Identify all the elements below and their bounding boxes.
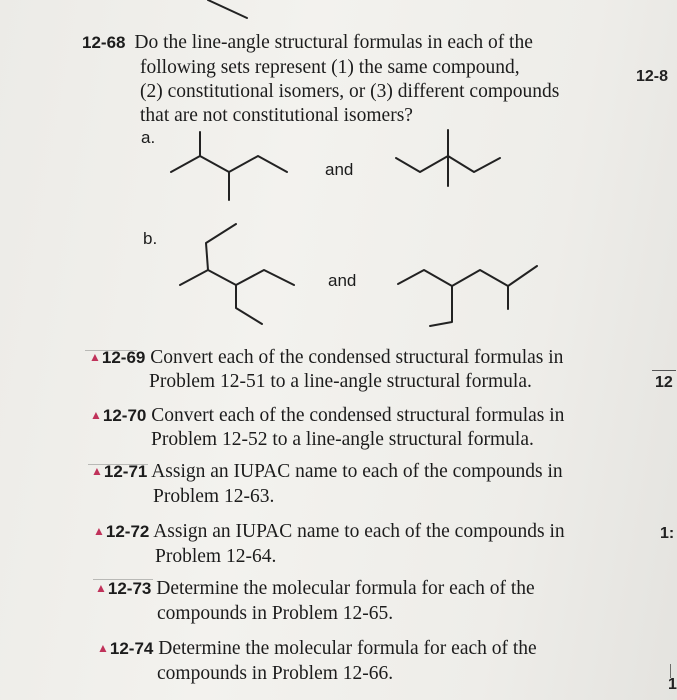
problem-number: 12-69 xyxy=(101,348,146,367)
problem-12-74-line-1: ▲12-74 Determine the molecular formula for each of the xyxy=(97,638,537,659)
problem-number: 12-71 xyxy=(103,462,148,481)
margin-ref-1: 12-8 xyxy=(636,68,669,85)
problem-12-73-line-1: ▲12-73 Determine the molecular formula for each of the xyxy=(95,578,535,599)
part-a-and: and xyxy=(325,160,354,179)
problem-12-68-line-3: (2) constitutional isomers, or (3) different compounds xyxy=(140,81,560,102)
problem-12-71-line-1: ▲12-71 Assign an IUPAC name to each of the compounds in xyxy=(91,461,563,482)
problem-12-68-line-4: that are not constitutional isomers? xyxy=(140,105,413,126)
problem-12-68-line-1: 12-68 Do the line-angle structural formulas in each of the xyxy=(82,32,533,53)
problem-12-73-line-2: compounds in Problem 12-65. xyxy=(157,603,394,624)
problem-number: 12-70 xyxy=(102,406,147,425)
triangle-marker-icon: ▲ xyxy=(90,408,102,422)
problem-12-74-line-2: compounds in Problem 12-66. xyxy=(157,663,394,684)
part-b-label: b. xyxy=(143,229,158,248)
structure-b-left xyxy=(180,224,294,324)
triangle-marker-icon: ▲ xyxy=(97,641,109,655)
problem-number: 12-68 xyxy=(82,33,126,52)
margin-ref-4: 1 xyxy=(668,676,677,693)
triangle-marker-icon: ▲ xyxy=(91,464,103,478)
problem-12-69-line-1: ▲12-69 Convert each of the condensed structural formulas in xyxy=(89,347,564,368)
triangle-marker-icon: ▲ xyxy=(93,524,105,538)
problem-12-72-line-1: ▲12-72 Assign an IUPAC name to each of the compounds in xyxy=(93,521,565,542)
structure-a-right xyxy=(396,130,500,186)
problem-number: 12-74 xyxy=(109,639,154,658)
margin-rule xyxy=(652,370,676,371)
problem-12-71-line-2: Problem 12-63. xyxy=(153,486,275,507)
problem-number: 12-73 xyxy=(107,579,152,598)
structure-a-left xyxy=(171,132,287,200)
part-b-and: and xyxy=(328,271,357,290)
problem-12-69-line-2: Problem 12-51 to a line-angle structural formula. xyxy=(149,371,532,392)
margin-ref-3: 1: xyxy=(660,525,675,542)
problem-12-68-line-2: following sets represent (1) the same compound, xyxy=(140,57,520,78)
problem-12-70-line-1: ▲12-70 Convert each of the condensed structural formulas in xyxy=(90,405,565,426)
problem-12-72-line-2: Problem 12-64. xyxy=(155,546,277,567)
part-a-label: a. xyxy=(141,128,156,147)
problem-12-70-line-2: Problem 12-52 to a line-angle structural formula. xyxy=(151,429,534,450)
triangle-marker-icon: ▲ xyxy=(89,350,101,364)
problem-number: 12-72 xyxy=(105,522,150,541)
structure-b-right xyxy=(398,266,537,326)
margin-ref-2: 12 xyxy=(655,374,673,391)
triangle-marker-icon: ▲ xyxy=(95,581,107,595)
